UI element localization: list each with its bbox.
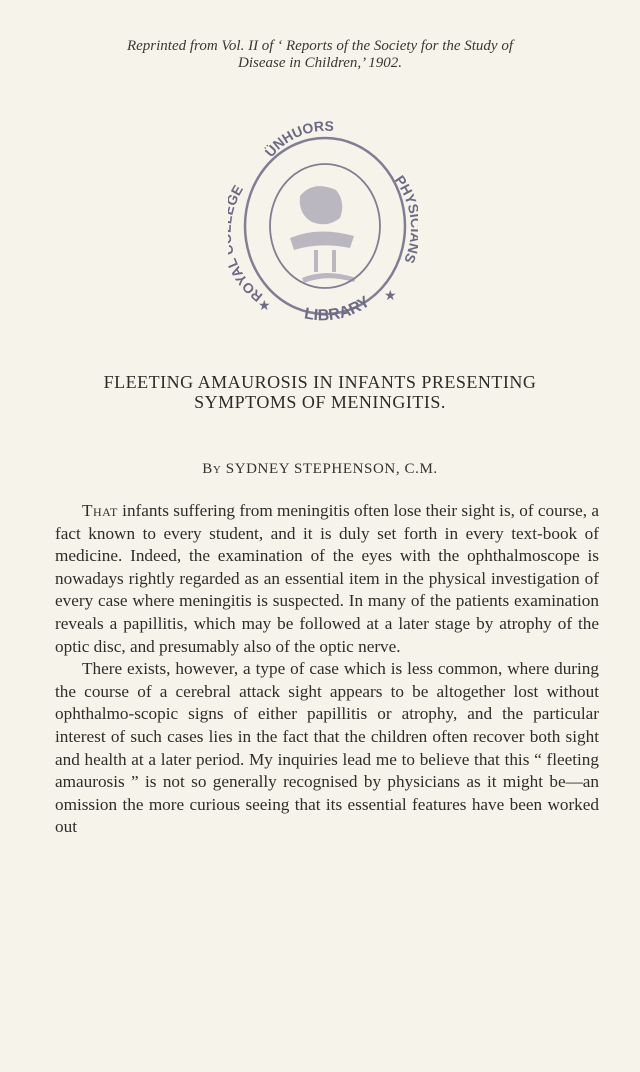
library-stamp-graphic bbox=[228, 118, 418, 328]
library-stamp bbox=[228, 118, 418, 328]
reprint-line-1: Reprinted from Vol. II of ‘ Reports of the Society for the Study of bbox=[126, 38, 514, 54]
paragraph-1-text: infants suffering from meningitis often lose their sight is, of course, a fact known to every student, and it is duly set forth in every text-book of medicine. Indeed, the examination of the eyes with the ophthalmoscope is nowadays rightly regarded as an essential item in the physical investigation of every case where meningitis is suspected. In many of the patients examination reveals a papillitis, which may be followed at a later stage by atrophy of the optic disc, and presumably also of the optic nerve. bbox=[55, 501, 599, 656]
stamp-top-text: ÜNHUORS bbox=[261, 118, 335, 160]
article-title-line-1: FLEETING AMAUROSIS IN INFANTS PRESENTING bbox=[103, 372, 537, 392]
byline-by: By bbox=[202, 461, 222, 477]
paragraph-1 bbox=[55, 500, 599, 658]
article-title bbox=[40, 372, 600, 412]
paragraph-lead-word: That bbox=[82, 501, 118, 520]
reprint-notice bbox=[60, 38, 580, 72]
stamp-bottom-text: LIBRARY bbox=[302, 293, 373, 325]
reprint-line-2: Disease in Children,’ 1902. bbox=[237, 55, 403, 71]
author-name: SYDNEY STEPHENSON, C.M. bbox=[225, 461, 438, 477]
author-byline bbox=[40, 461, 600, 478]
star-icon: ★ bbox=[384, 289, 397, 304]
stamp-left-text: ROYA E bbox=[228, 182, 266, 306]
stamp-right-text: PHY S bbox=[391, 172, 418, 266]
paragraph-2: There exists, however, a type of case which is less common, where during the course of a cerebral attack sight appears to be altogether lost without ophthalmo-scopic signs of either papillitis or atrophy, and the particular interest of such cases lies in the fact that the children often recover both sight and health at a later period. My inquiries lead me to believe that this “ fleeting amaurosis ” is not so generally recognised by physicians as it might be—an omission the more curious seeing that its essential features have been worked out bbox=[55, 659, 599, 837]
article-title-line-2: SYMPTOMS OF MENINGITIS. bbox=[194, 392, 446, 412]
star-icon: ★ bbox=[258, 299, 271, 314]
article-body bbox=[55, 500, 599, 839]
